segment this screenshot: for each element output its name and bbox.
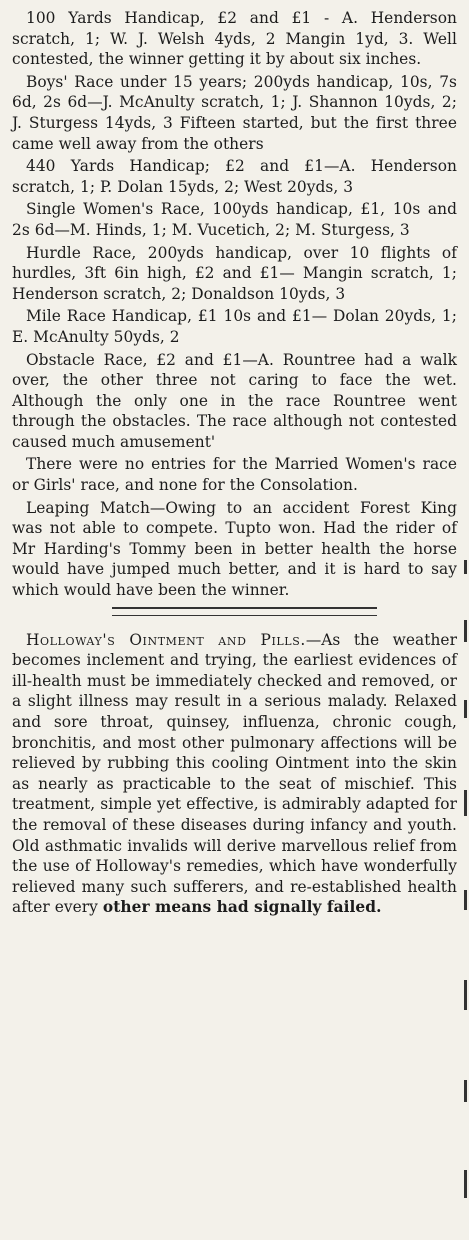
result-mile-race: Mile Race Handicap, £1 10s and £1— Dolan 20yds, 1; E. McAnulty 50yds, 2 <box>12 307 457 346</box>
page-edge-marks <box>461 560 467 1240</box>
edge-mark <box>464 1170 467 1198</box>
edge-mark <box>464 890 467 910</box>
result-obstacle-race: Obstacle Race, £2 and £1—A. Rountree had a walk over, the other three not caring to face the wet. Although the only one in the race Rountree went through the obstacles. The race although not contested caused much amusement' <box>12 350 457 451</box>
edge-mark <box>464 560 467 574</box>
result-single-womens-race: Single Women's Race, 100yds handicap, £1, 10s and 2s 6d—M. Hinds, 1; M. Vucetich, 2; M. Sturgess, 3 <box>12 200 457 239</box>
edge-mark <box>464 790 467 816</box>
advert-closing: other means had signally failed. <box>102 898 382 917</box>
note-no-entries: There were no entries for the Married Women's race or Girls' race, and none for the Consolation. <box>12 455 457 495</box>
edge-mark <box>464 620 467 642</box>
edge-mark <box>464 700 467 718</box>
advert-body: —As the weather becomes inclement and trying, the earliest evidences of ill-health must be immediately checked and removed, or a slight illness may result in a serious malady. Relaxed and sore throat, quinsey, influenza, chronic cough, bronchitis, and most other pulmonary affections will be relieved by rubbing this cooling Ointment into the skin as nearly as practicable to the seat of mischief. This treatment, simple yet effective, is admirably adapted for the removal of these diseases during infancy and youth. Old asthmatic invalids will derive marvellous relief from the use of Holloway's remedies, which have wonderfully relieved many such sufferers, and re-established health after every <box>12 630 457 917</box>
edge-mark <box>464 980 467 1010</box>
result-leaping-match: Leaping Match—Owing to an accident Forest King was not able to compete. Tupto won. Had the rider of Mr Harding's Tommy been in better health the horse would have jumped much better, and it is hard to say which would have been the winner. <box>12 498 457 600</box>
edge-mark <box>464 1080 467 1102</box>
result-boys-race: Boys' Race under 15 years; 200yds handicap, 10s, 7s 6d, 2s 6d—J. McAnulty scratch, 1; J. Shannon 10yds, 2; J. Sturgess 14yds, 3 Fifteen started, but the first three came well away from the others <box>12 72 457 153</box>
result-100-yards: 100 Yards Handicap, £2 and £1 - A. Henderson scratch, 1; W. J. Welsh 4yds, 2 Mangin 1yd, 3. Well contested, the winner getting it by about six inches. <box>12 9 457 69</box>
article-column <box>12 8 457 918</box>
holloway-advert <box>12 630 457 918</box>
result-hurdle-race: Hurdle Race, 200yds handicap, over 10 flights of hurdles, 3ft 6in high, £2 and £1— Mangin scratch, 1; Henderson scratch, 2; Donaldson 10yds, 3 <box>12 243 457 303</box>
result-440-yards: 440 Yards Handicap; £2 and £1—A. Henderson scratch, 1; P. Dolan 15yds, 2; West 20yds, 3 <box>12 157 457 196</box>
advert-heading: Holloway's Ointment and Pills. <box>26 630 306 649</box>
section-divider-rule <box>112 607 377 616</box>
